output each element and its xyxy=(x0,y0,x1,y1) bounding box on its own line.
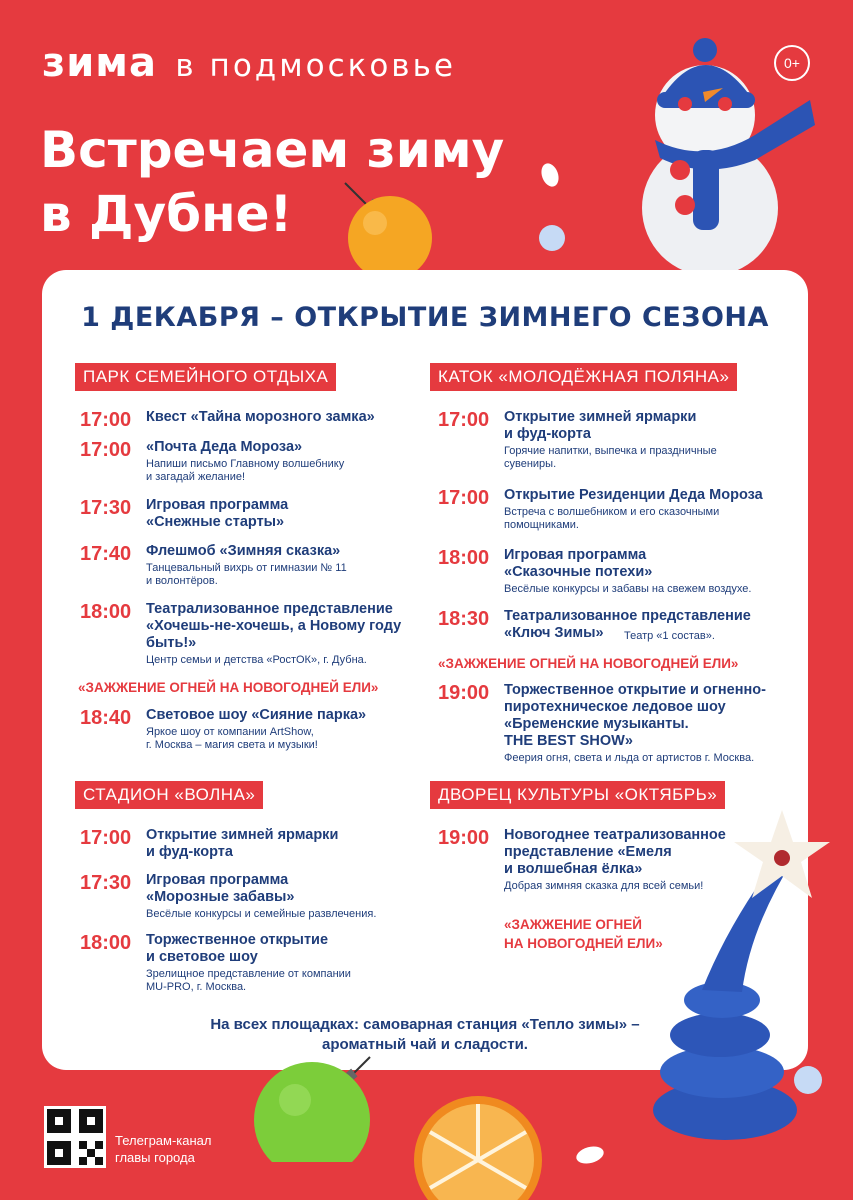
venue-palace: ДВОРЕЦ КУЛЬТУРЫ «ОКТЯБРЬ» xyxy=(430,781,725,809)
event-time: 18:40 xyxy=(80,707,132,729)
event-desc: Весёлые конкурсы и семейные развлечения. xyxy=(146,908,377,920)
event-title: Новогоднее театрализованное представление «Емеля и волшебная ёлка» xyxy=(504,827,726,877)
event-title: «Почта Деда Мороза» xyxy=(146,439,303,455)
event-time: 19:00 xyxy=(438,827,490,849)
age-rating-badge: 0+ xyxy=(774,45,810,81)
event-title: Открытие Резиденции Деда Мороза xyxy=(504,487,763,503)
event-title: Квест «Тайна морозного замка» xyxy=(146,409,375,425)
event-desc: Центр семьи и детства «РостОК», г. Дубна. xyxy=(146,654,367,666)
event-desc: Зрелищное представление от компании MU-PRO, г. Москва. xyxy=(146,968,351,993)
event-desc: Весёлые конкурсы и забавы на свежем воздухе. xyxy=(504,583,752,595)
event-title: Световое шоу «Сияние парка» xyxy=(146,707,367,723)
event-title: Театрализованное представление «Ключ Зимы» xyxy=(504,608,751,641)
tree-lighting-notice: «ЗАЖЖЕНИЕ ОГНЕЙ НА НОВОГОДНЕЙ ЕЛИ» xyxy=(438,656,739,671)
event-time: 19:00 xyxy=(438,682,490,704)
card-title: 1 ДЕКАБРЯ – ОТКРЫТИЕ ЗИМНЕГО СЕЗОНА xyxy=(81,302,769,333)
event-time: 17:40 xyxy=(80,543,132,565)
event-time: 17:30 xyxy=(80,497,132,519)
white-candy-icon xyxy=(570,1140,610,1170)
headline-line2: в Дубне! xyxy=(40,185,293,243)
event-title: Игровая программа «Морозные забавы» xyxy=(146,872,295,905)
event-desc: Яркое шоу от компании ArtShow, г. Москва – магия света и музыки! xyxy=(146,726,318,751)
event-time: 18:00 xyxy=(80,601,132,623)
venue-rink: КАТОК «МОЛОДЁЖНАЯ ПОЛЯНА» xyxy=(430,363,737,391)
event-title: Игровая программа «Сказочные потехи» xyxy=(504,547,653,580)
event-desc: Встреча с волшебником и его сказочными помощниками. xyxy=(504,506,720,531)
event-title: Театрализованное представление «Хочешь-не-хочешь, а Новому году быть!» xyxy=(146,601,402,651)
orange-ornament-icon xyxy=(330,178,450,278)
event-time: 17:00 xyxy=(438,409,490,431)
event-time: 17:00 xyxy=(80,409,132,431)
event-desc: Напиши письмо Главному волшебнику и загадай желание! xyxy=(146,458,345,483)
event-title: Открытие зимней ярмарки и фуд-корта xyxy=(504,409,697,442)
tree-lighting-notice: «ЗАЖЖЕНИЕ ОГНЕЙ НА НОВОГОДНЕЙ ЕЛИ» xyxy=(504,917,663,951)
event-title: Торжественное открытие и огненно- пиротехническое ледовое шоу «Бременские музыканты. THE BEST SHOW» xyxy=(504,682,766,749)
event-desc: Добрая зимняя сказка для всей семьи! xyxy=(504,880,704,892)
event-title: Флешмоб «Зимняя сказка» xyxy=(146,543,341,559)
telegram-caption: Телеграм-канал главы города xyxy=(115,1133,212,1165)
event-time: 18:00 xyxy=(438,547,490,569)
venue-park: ПАРК СЕМЕЙНОГО ОТДЫХА xyxy=(75,363,336,391)
event-desc: Театр «1 состав». xyxy=(624,630,715,642)
brand-zima: зима xyxy=(42,40,157,86)
green-ornament-icon xyxy=(250,1052,380,1162)
qr-code-icon xyxy=(47,1109,103,1165)
tree-lighting-notice: «ЗАЖЖЕНИЕ ОГНЕЙ НА НОВОГОДНЕЙ ЕЛИ» xyxy=(78,680,379,695)
event-title: Открытие зимней ярмарки и фуд-корта xyxy=(146,827,339,860)
event-desc: Танцевальный вихрь от гимназии № 11 и волонтёров. xyxy=(146,562,347,587)
headline-line1: Встречаем зиму xyxy=(40,121,505,179)
snowman-icon xyxy=(605,30,820,275)
event-desc: Горячие напитки, выпечка и праздничные сувениры. xyxy=(504,445,717,470)
event-time: 17:00 xyxy=(80,827,132,849)
event-desc: Феерия огня, света и льда от артистов г. Москва. xyxy=(504,752,755,764)
event-time: 17:00 xyxy=(80,439,132,461)
snowflake-dots-icon xyxy=(790,1060,830,1100)
event-time: 18:30 xyxy=(438,608,490,630)
event-time: 17:30 xyxy=(80,872,132,894)
footer-note: На всех площадках: самоварная станция «Тепло зимы» – ароматный чай и сладости. xyxy=(210,1016,640,1053)
brand xyxy=(42,40,456,86)
event-time: 18:00 xyxy=(80,932,132,954)
event-time: 17:00 xyxy=(438,487,490,509)
confetti-dots-icon xyxy=(530,150,600,260)
brand-region: в подмосковье xyxy=(175,48,456,84)
event-title: Игровая программа «Снежные старты» xyxy=(146,497,289,530)
qr-code[interactable] xyxy=(44,1106,106,1168)
venue-stadium: СТАДИОН «ВОЛНА» xyxy=(75,781,263,809)
event-title: Торжественное открытие и световое шоу xyxy=(146,932,329,965)
orange-slice-icon xyxy=(408,1090,548,1200)
